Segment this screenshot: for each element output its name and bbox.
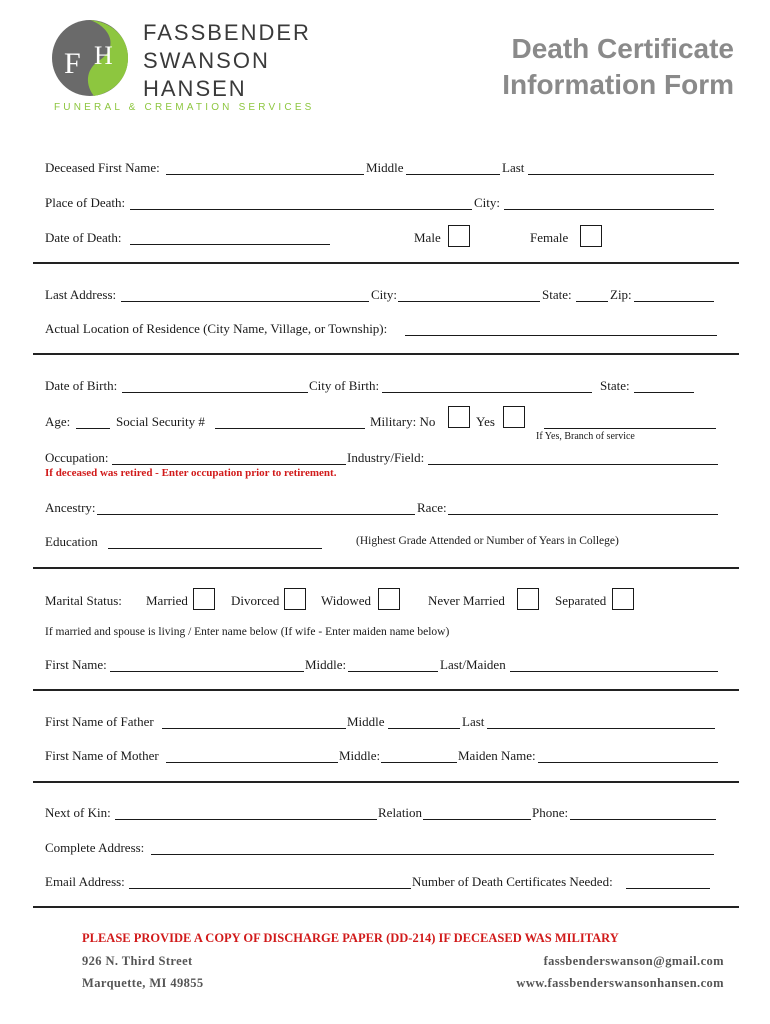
form-title-line1: Death Certificate bbox=[511, 33, 734, 64]
label-race: Race: bbox=[417, 500, 447, 515]
field-deceased-first-name[interactable] bbox=[166, 174, 364, 175]
label-spouse-last-maiden: Last/Maiden bbox=[440, 657, 506, 672]
form-title-line2: Information Form bbox=[502, 69, 734, 100]
label-address-city: City: bbox=[371, 287, 398, 302]
dd214-notice: PLEASE PROVIDE A COPY OF DISCHARGE PAPER (DD-214) IF DECEASED WAS MILITARY bbox=[82, 931, 619, 945]
label-num-certificates: Number of Death Certificates Needed: bbox=[412, 874, 613, 889]
label-occupation: Occupation: bbox=[45, 450, 109, 465]
field-email-address[interactable] bbox=[129, 888, 411, 889]
label-date-of-death: Date of Death: bbox=[45, 230, 122, 245]
logo-name-line1: FASSBENDER bbox=[143, 20, 311, 45]
label-deceased-first-name: Deceased First Name: bbox=[45, 160, 160, 175]
label-deceased-last: Last bbox=[502, 160, 525, 175]
section-divider-4 bbox=[33, 689, 739, 691]
label-male: Male bbox=[414, 230, 441, 245]
field-ssn[interactable] bbox=[215, 428, 365, 429]
label-complete-address: Complete Address: bbox=[45, 840, 145, 855]
field-education[interactable] bbox=[108, 548, 322, 549]
section-divider-5 bbox=[33, 781, 739, 783]
label-birth-state: State: bbox=[600, 378, 630, 393]
field-age[interactable] bbox=[76, 428, 110, 429]
field-death-city[interactable] bbox=[504, 209, 714, 210]
label-separated: Separated bbox=[555, 593, 607, 608]
label-mother-middle: Middle: bbox=[339, 748, 381, 763]
logo-monogram-icon bbox=[50, 18, 130, 98]
field-phone[interactable] bbox=[570, 819, 716, 820]
field-occupation[interactable] bbox=[112, 464, 346, 465]
label-marital-status: Marital Status: bbox=[45, 593, 122, 608]
label-married: Married bbox=[146, 593, 188, 608]
field-father-last[interactable] bbox=[487, 728, 715, 729]
footer-email[interactable]: fassbenderswanson@gmail.com bbox=[543, 954, 724, 968]
company-logo bbox=[50, 18, 315, 118]
field-mother-first-name[interactable] bbox=[166, 762, 338, 763]
field-num-certificates[interactable] bbox=[626, 888, 710, 889]
field-place-of-death[interactable] bbox=[130, 209, 472, 210]
section-divider-6 bbox=[33, 906, 739, 908]
logo-monogram-right: H bbox=[94, 41, 113, 70]
spouse-note: If married and spouse is living / Enter name below (If wife - Enter maiden name below) bbox=[45, 626, 450, 638]
label-education: Education bbox=[45, 534, 98, 549]
label-email-address: Email Address: bbox=[45, 874, 125, 889]
field-mother-maiden[interactable] bbox=[538, 762, 718, 763]
education-note: (Highest Grade Attended or Number of Years in College) bbox=[356, 535, 619, 547]
field-father-first-name[interactable] bbox=[162, 728, 346, 729]
checkbox-female[interactable] bbox=[580, 225, 602, 247]
label-spouse-middle: Middle: bbox=[305, 657, 347, 672]
checkbox-never-married[interactable] bbox=[517, 588, 539, 610]
label-place-of-death: Place of Death: bbox=[45, 195, 126, 210]
footer-address-line1: 926 N. Third Street bbox=[82, 954, 193, 968]
field-spouse-last-maiden[interactable] bbox=[510, 671, 718, 672]
label-female: Female bbox=[530, 230, 569, 245]
field-address-zip[interactable] bbox=[634, 301, 714, 302]
section-divider-2 bbox=[33, 353, 739, 355]
label-address-state: State: bbox=[542, 287, 572, 302]
field-complete-address[interactable] bbox=[151, 854, 714, 855]
checkbox-married[interactable] bbox=[193, 588, 215, 610]
field-race[interactable] bbox=[448, 514, 718, 515]
label-actual-location: Actual Location of Residence (City Name, Village, or Township): bbox=[45, 321, 388, 336]
label-industry: Industry/Field: bbox=[347, 450, 425, 465]
field-industry[interactable] bbox=[428, 464, 718, 465]
checkbox-separated[interactable] bbox=[612, 588, 634, 610]
field-father-middle[interactable] bbox=[388, 728, 460, 729]
field-deceased-middle[interactable] bbox=[406, 174, 500, 175]
checkbox-military-no[interactable] bbox=[448, 406, 470, 428]
field-last-address[interactable] bbox=[121, 301, 369, 302]
label-death-city: City: bbox=[474, 195, 501, 210]
field-address-city[interactable] bbox=[398, 301, 540, 302]
field-spouse-middle[interactable] bbox=[348, 671, 438, 672]
logo-name-line3: HANSEN bbox=[143, 76, 247, 101]
field-city-of-birth[interactable] bbox=[382, 392, 592, 393]
label-address-zip: Zip: bbox=[610, 287, 632, 302]
label-military-no: Military: No bbox=[370, 414, 436, 429]
label-father-last: Last bbox=[462, 714, 485, 729]
field-deceased-last[interactable] bbox=[528, 174, 714, 175]
label-deceased-middle: Middle bbox=[366, 160, 404, 175]
label-phone: Phone: bbox=[532, 805, 569, 820]
label-widowed: Widowed bbox=[321, 593, 372, 608]
section-divider-1 bbox=[33, 262, 739, 264]
label-age: Age: bbox=[45, 414, 71, 429]
logo-name-line2: SWANSON bbox=[143, 48, 270, 73]
field-actual-location[interactable] bbox=[405, 335, 717, 336]
label-ssn: Social Security # bbox=[116, 414, 205, 429]
checkbox-military-yes[interactable] bbox=[503, 406, 525, 428]
label-military-yes: Yes bbox=[476, 414, 495, 429]
label-city-of-birth: City of Birth: bbox=[309, 378, 380, 393]
label-mother-maiden: Maiden Name: bbox=[458, 748, 536, 763]
field-date-of-birth[interactable] bbox=[122, 392, 308, 393]
label-ancestry: Ancestry: bbox=[45, 500, 96, 515]
field-spouse-first-name[interactable] bbox=[110, 671, 304, 672]
checkbox-male[interactable] bbox=[448, 225, 470, 247]
field-birth-state[interactable] bbox=[634, 392, 694, 393]
retired-note: If deceased was retired - Enter occupation prior to retirement. bbox=[45, 467, 337, 479]
label-relation: Relation bbox=[378, 805, 423, 820]
section-divider-3 bbox=[33, 567, 739, 569]
checkbox-widowed[interactable] bbox=[378, 588, 400, 610]
field-relation[interactable] bbox=[423, 819, 531, 820]
label-date-of-birth: Date of Birth: bbox=[45, 378, 118, 393]
label-father-middle: Middle bbox=[347, 714, 385, 729]
field-branch-of-service[interactable] bbox=[544, 428, 716, 429]
label-father-first-name: First Name of Father bbox=[45, 714, 154, 729]
branch-of-service-note: If Yes, Branch of service bbox=[536, 431, 635, 442]
label-next-of-kin: Next of Kin: bbox=[45, 805, 111, 820]
label-never-married: Never Married bbox=[428, 593, 505, 608]
field-ancestry[interactable] bbox=[97, 514, 415, 515]
label-spouse-first-name: First Name: bbox=[45, 657, 107, 672]
field-mother-middle[interactable] bbox=[381, 762, 457, 763]
field-next-of-kin[interactable] bbox=[115, 819, 377, 820]
label-mother-first-name: First Name of Mother bbox=[45, 748, 159, 763]
logo-monogram-left: F bbox=[64, 47, 81, 80]
checkbox-divorced[interactable] bbox=[284, 588, 306, 610]
footer-address-line2: Marquette, MI 49855 bbox=[82, 976, 204, 990]
field-date-of-death[interactable] bbox=[130, 244, 330, 245]
logo-tagline: FUNERAL & CREMATION SERVICES bbox=[54, 102, 315, 113]
footer-website[interactable]: www.fassbenderswansonhansen.com bbox=[516, 976, 724, 990]
label-divorced: Divorced bbox=[231, 593, 280, 608]
field-address-state[interactable] bbox=[576, 301, 608, 302]
label-last-address: Last Address: bbox=[45, 287, 117, 302]
